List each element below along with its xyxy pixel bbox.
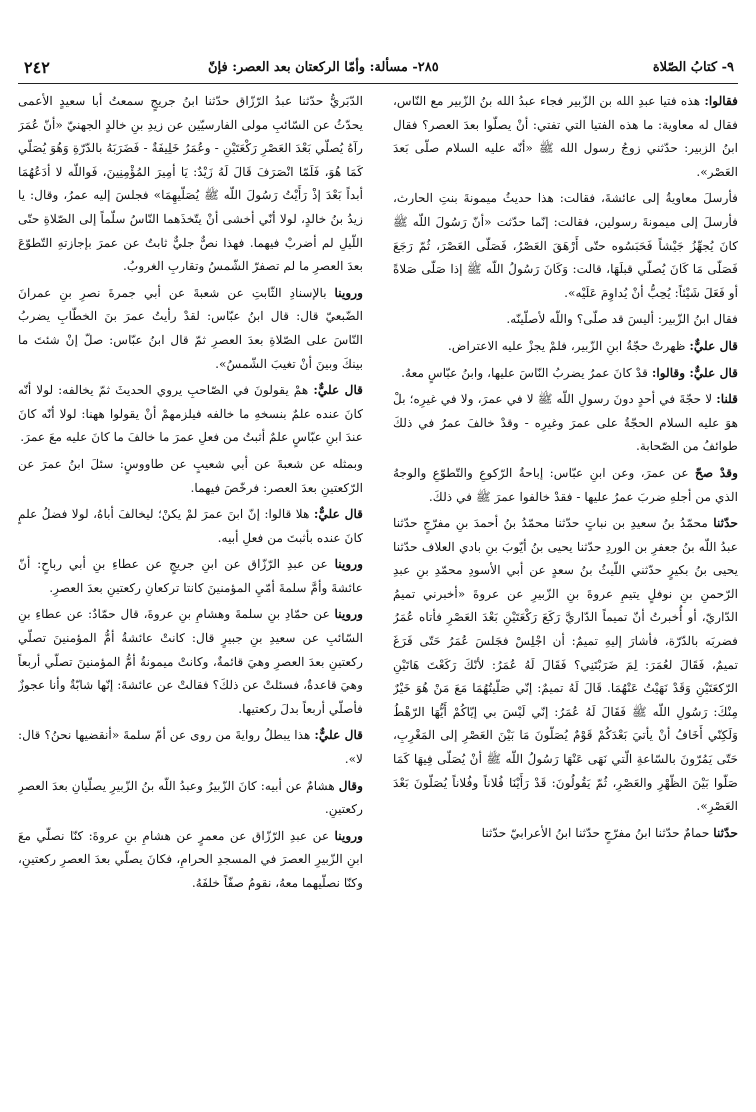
left-column [18,90,363,1100]
paragraph: وقدْ صحّ عن عمرَ، وعن ابنِ عبّاس: إباحةُ الرّكوعِ والتّطوّعِ والوجهُ الذي من أجلهِ ضربَ عمرُ عليها - فقدْ خالفوا عمرَ ﷺ في ذلكَ. [393,465,738,504]
paragraph: قال عليٌّ: وقالوا: قدْ كانَ عمرُ يضربُ النّاسَ عليها، وابنُ عبّاسٍ معهُ. [401,365,738,380]
chapter-title: ٩- كتابُ الصّلاة [652,60,734,75]
paragraph: فأرسلَ معاويةُ إلى عائشةَ، فقالت: هذا حديثُ ميمونةَ بنتِ الحارث، فأرسلَ إلى ميمونةَ رسولين، فقالت: إنّما حدّثت «أنّ رَسُولَ اللّه ﷺ كانَ يُجهِّزُ جَيْشاً فَحَبَسُوه حتّى أَرْهَقَ العَصْرُ، فَصَلّى العَصْرَ، ثُمّ رَجَعَ فَصَلّى مَا كَانَ يُصلّي قبلَهَا، قالت: وَكَانَ رَسُولُ اللّه ﷺ إذا صَلّى صَلاةً أو فَعَلَ شَيْئاً: يُحِبُّ أنْ يُداوِمَ عَلَيْه». [393,191,738,300]
page-number: ٢٤٢ [24,58,50,77]
paragraph: حدّثنا حمامٌ حدّثنا ابنُ مفرّجٍ حدّثنا ابنُ الأعرابيّ حدّثنا [481,825,738,840]
topic-title: ٢٨٥- مسألة: وأمّا الركعتان بعد العصر: فإنّ [208,60,439,75]
paragraph: وروينا عن عبدِ الرّزّاق عن ابنِ جريجٍ عن عطاءِ بنِ أبي رباحٍ: أنّ عائشةَ وأمَّ سلمةَ أمّيِ المؤمنينَ كانتا تركعانِ ركعتينِ بعدَ العصرِ. [18,557,363,595]
paragraph: الدّبَريُّ حدّثنا عبدُ الرّزّاق حدّثنا ابنُ جريجٍ سمعتُ أبا سعيدٍ الأعمى يحدّثُ عن السّائبِ مولى الفارسيّين عن زيدِ بنِ خالدٍ الجهنيّ «أنّ عُمَرَ رآهُ يُصلّي بَعْدَ العَصْرِ رَكْعَتَيْنِ - وعُمَرُ خَلِيفَةٌ - فَضَرَبَهُ بالدّرّةِ وَهُوَ يُصَلّي كَمَا هُوَ، فَلَمّا انْصَرَفَ قَالَ لَهُ زَيْدٌ: يَا أمِيرَ المُؤْمِنِينَ، فَواللّه لا أدَعُهُمَا أبداً بَعْدَ إذْ رَأَيْتُ رَسُولَ اللّه ﷺ يُصَلّيهِمَا» فجلسَ إليه عمرُ، وقال: يا زيدُ بنُ خالدٍ، لولا أنّي أخشى أنْ يتّخذَهما النّاسُ سلّماً إلى الصّلاةِ حتّى اللّيلِ لم أضربْ فيهما. فهذا نصٌّ جليٌّ ثابتٌ عن عمرَ بإجازتهِ التّطوّعَ بعدَ العصرِ ما لم تصفرّ الشّمسُ وتقاربِ الغروبُ. [18,94,363,274]
paragraph: فقالوا: هذه فتيا عبدِ الله بن الزّبير فجاء عبدُ الله بنُ الزّبير مع النّاس، فقال له معاوية: ما هذه الفتيا التي تفتي: أنْ يصلّوا بعدَ العصر؟ فقال ابنُ الزبير: حدّثني زوجُ رسول الله ﷺ «أنّه عليه السلام صلّى بَعدَ العَصْر». [393,94,738,179]
paragraph: قلنا: لا حجّةَ في أحدٍ دونَ رسولِ اللّه ﷺ لا في عمرَ، ولا في غيرِه؛ بلْ هوَ عليه السلام الحجّةُ على عمرَ وغيرِه - وقدْ خالفَ عمرُ في ذلكَ طوائفُ من الصّحابة. [393,392,738,454]
paragraph: فقال ابنُ الزّبير: أليسَ قد صلّى؟ واللّه لأصلّينّه. [506,312,738,327]
paragraph: حدّثنا محمّدُ بنُ سعيدِ بن نباتٍ حدّثنا محمّدُ بنُ أحمدَ بنِ مفرّجٍ حدّثنا عبدُ اللّه بنُ جعفرِ بن الوردِ حدّثنا يحيى بنُ أيّوبَ بنِ بادي العلاف حدّثنا يحيى بنُ بكيرٍ حدّثني اللّيثُ بنُ سعدٍ عن أبي الأسودِ محمّدِ بنِ عبدِ الرّحمنِ بنِ نوفلٍ يتيمِ عروةَ بنِ الزّبيرِ عن عروةَ «أخبرني تميمُ الدّاريّ، أو أُخبرتُ أنّ تميماً الدّاريَّ رَكَعَ رَكْعَتَيْنِ بَعْدَ العَصْرِ فأتاه عُمَرُ فضربَه بالدّرّة، فأشارَ إليهِ تميمٌ: أن اجْلِسْ فجَلسَ عُمَرُ حَتّى فَرَغَ تميمٌ، فَقَالَ لعُمَرَ: لِمَ ضَرَبْتَنِي؟ فَقَالَ لَهُ عُمَرُ: لأنّكَ رَكَعْتَ هَاتَيْنِ الرّكعَتَيْنِ وَقَدْ نَهَيْتُ عَنْهُمَا. قَالَ لَهُ تميمٌ: إنّي صَلّيتُهُمَا مَعَ مَنْ هُوَ خَيْرٌ مِنْكَ: رَسُولِ اللّه ﷺ فَقَالَ لَهُ عُمَرُ: إنّي لَيْسَ بي إيّاكُمْ أَيُّهَا الرّهْطُ وَلَكِنّي أَخَافُ أنْ يأتيَ بَعْدَكُمْ قَوْمٌ يُصَلّونَ مَا بَيْنَ العَصْرِ إلى المَغْرِبِ، حَتّى يَمُرّونَ بالسّاعةِ الّتي نَهَى عَنْهَا رَسُولُ اللّه ﷺ أنْ يُصَلّى فِيهَا كَمَا صَلّوا بَيْنَ الظّهْرِ والعَصْرِ، ثُمّ يَقُولُونَ: قَدْ رَأَيْنَا فُلاناً وفُلاناً يُصَلّونَ بَعْدَ العَصْرِ». [393,516,738,814]
paragraph: وروينا عن عبدِ الرّزّاق عن معمرٍ عن هشامِ بنِ عروةَ: كنّا نصلّي معَ ابنِ الزّبيرِ العصرَ في المسجدِ الحرامِ، فكانَ يصلّي بعدَ العصرِ ركعتينِ، وكنّا نصلّيهما معهُ، نقومُ صفّاً خلفَهُ. [18,828,363,890]
paragraph: وروينا عن حمّادِ بنِ سلمةَ وهشامِ بنِ عروةَ، قال حمّادٌ: عن عطاءِ بنِ السّائبِ عن سعيدِ بنِ جبيرٍ قال: كانتْ عائشةُ أمُّ المؤمنينَ تصلّي ركعتينِ بعدَ العصرِ وهيَ قائمةٌ، وكانتْ ميمونةُ أمُّ المؤمنينَ تصلّي أربعاً وهيَ قاعدةٌ، فسئلتْ عن ذلكَ؟ فقالتْ عن عائشةَ: إنّها شابّةٌ وأنا عجوزٌ فأصلّي أربعاً بدلَ ركعتيها. [18,607,363,716]
paragraph: قال عليٌّ: ظهرتْ حجّةُ ابنِ الزّبير، فلمْ يجزْ عليه الاعتراض. [447,338,738,353]
paragraph: وروينا بالإسنادِ الثّابتِ عن شعبةَ عن أبي جمرةَ نصرِ بنِ عمرانَ الضّبعيّ قال: قال ابنُ عبّاس: لقدْ رأيتُ عمرَ بنَ الخطّابِ يضربُ النّاسَ على الصّلاةِ بعدَ العصرِ ثمّ قال ابنُ عبّاس: صلّ إنْ شئتَ ما بينكَ وبينَ أنْ تغيبَ الشّمسُ». [18,285,363,371]
right-column [393,90,738,1100]
paragraph: قال عليٌّ: هلا قالوا: إنّ ابنَ عمرَ لمْ يكنْ؛ ليخالفَ أباهُ، لولا فضلُ علمٍ كانَ عنده بأثبتَ من فعلِ أبيه. [18,507,363,545]
paragraph: قال عليٌّ: همْ يقولونَ في الصّاحبِ يروي الحديثَ ثمّ يخالفه: لولا أنّه كانَ عنده علمٌ بنسخهِ ما خالفه فيلزمهمْ أنْ يقولوا ههنا: لولا أنّه كانَ عندَ ابنِ عبّاسٍ علمٌ أثبتُ من فعلِ عمرَ ما خالفَ ما كانَ عليه معَ عمرَ. [18,383,363,445]
paragraph: وقال هشامٌ عن أبيه: كانَ الزّبيرُ وعبدُ اللّه بنُ الزّبيرِ يصلّيانِ بعدَ العصرِ ركعتينِ. [18,778,363,817]
page-header [18,57,738,84]
paragraph: قال عليٌّ: هذا يبطلُ روايةَ من روى عن أمّ سلمةَ «أنقضيها نحنُ؟ قال: لا». [18,728,363,767]
paragraph: وبمثله عن شعبةَ عن أبي شعيبٍ عن طاووسٍ: سئلَ ابنُ عمرَ عن الرّكعتينِ بعدَ العصر: فرخّصَ فيهما. [18,456,363,495]
